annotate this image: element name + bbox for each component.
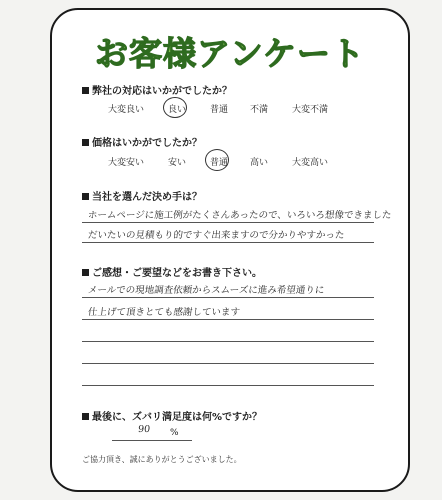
satisfaction-line — [112, 440, 192, 441]
answer-line — [82, 319, 374, 320]
price-option-selected[interactable]: 普通 — [210, 158, 229, 168]
thank-you-note: ご協力頂き、誠にありがとうございました。 — [82, 455, 242, 464]
bullet-square-icon — [82, 87, 89, 94]
service-option[interactable]: 大変良い — [108, 105, 145, 115]
price-option[interactable]: 高い — [250, 158, 269, 168]
feedback-answer-line: 仕上げて頂きとても感謝しています — [87, 307, 241, 318]
bullet-square-icon — [82, 139, 89, 146]
service-option[interactable]: 普通 — [210, 105, 229, 115]
survey-title: お客様アンケート — [94, 34, 366, 73]
question-price: 価格はいかがでしたか？ — [82, 134, 202, 149]
question-satisfaction: 最後に、ズバリ満足度は何%ですか？ — [82, 408, 262, 423]
service-option-selected[interactable]: 良い — [168, 105, 187, 115]
price-option[interactable]: 安い — [168, 158, 187, 168]
selection-circle-icon — [163, 97, 187, 118]
reason-answer-line: だいたいの見積もり的ですぐ出来ますので分かりやすかった — [87, 230, 345, 241]
question-feedback: ご感想・ご要望などをお書き下さい。 — [82, 264, 262, 279]
service-option[interactable]: 不満 — [250, 105, 269, 115]
price-option[interactable]: 大変高い — [292, 158, 329, 168]
question-service: 弊社の対応はいかがでしたか？ — [82, 82, 232, 97]
answer-line — [82, 222, 374, 223]
answer-line — [82, 363, 374, 364]
service-option[interactable]: 大変不満 — [292, 105, 329, 115]
selection-circle-icon — [205, 149, 229, 171]
question-reason: 当社を選んだ決め手は？ — [82, 188, 202, 203]
survey-card — [50, 8, 410, 492]
satisfaction-value: 90 — [137, 424, 151, 435]
bullet-square-icon — [82, 193, 89, 200]
answer-line — [82, 242, 374, 243]
answer-line — [82, 341, 374, 342]
feedback-answer-line: メールでの現地調査依頼からスムーズに進み希望通りに — [87, 285, 325, 296]
bullet-square-icon — [82, 413, 89, 420]
answer-line — [82, 385, 374, 386]
percent-unit: % — [170, 428, 179, 438]
reason-answer-line: ホームページに施工例がたくさんあったので、いろいろ想像できました — [87, 210, 392, 221]
bullet-square-icon — [82, 269, 89, 276]
answer-line — [82, 297, 374, 298]
price-option[interactable]: 大変安い — [108, 158, 145, 168]
